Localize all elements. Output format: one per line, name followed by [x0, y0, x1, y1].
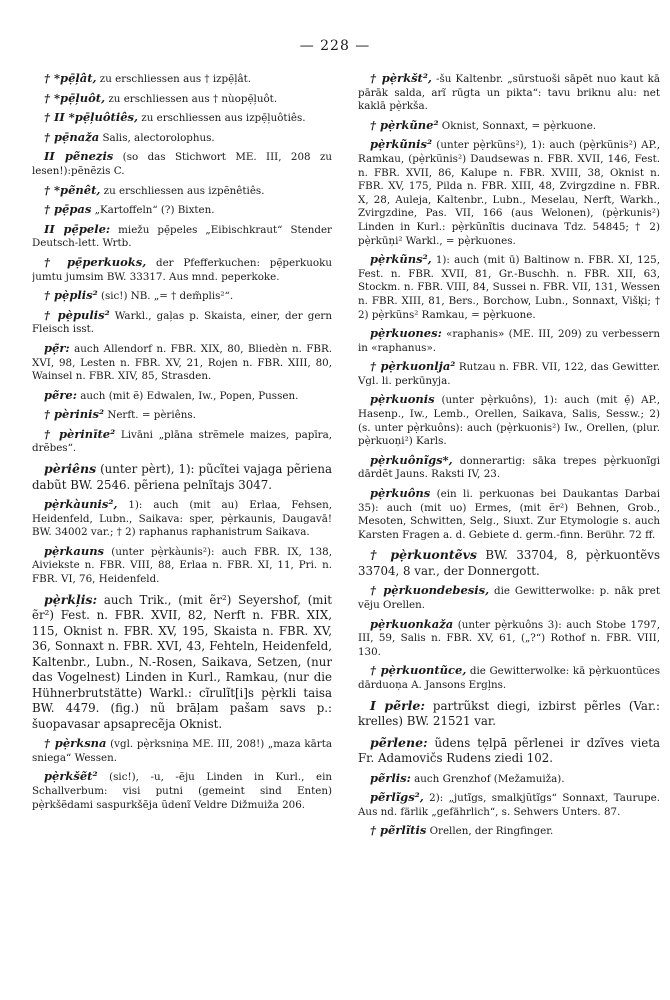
entry-headword: pẹ̀rkšẽt² [44, 769, 98, 784]
dictionary-entry [32, 150, 332, 178]
right-column [358, 72, 660, 982]
dictionary-entry [32, 592, 332, 733]
dictionary-entry [32, 131, 332, 146]
entry-headword: pẹ̃r: [44, 340, 70, 355]
entry-text: (unter pẹ̀rkuôns 3): auch Stobe 1797, III, 59, Salis n. FBR. XV, 61, („?“) Rothof n. FBR. VIII, 130. [358, 618, 660, 658]
entry-headword: † *pẽnêt, [44, 182, 101, 197]
entry-headword: pẹ̀rkuones: [370, 326, 442, 341]
entry-text: (sic!) NB. „= † dem̃plis²“. [97, 290, 234, 303]
entry-text: der Pfefferkuchen: pẹ̄perkuoku jumtu jumsim BW. 33317. Aus mnd. peperkoke. [32, 256, 332, 283]
entry-headword: † pẹ̄perkuoks, [44, 254, 147, 269]
entry-headword: II pẽnezis [44, 149, 114, 164]
entry-text: (sic!), -u, -ẽju Linden in Kurl., ein Schallverbum: visi putni (gemeint sind Enten) pẹ̀rkšẽdami saspurkšẽja ũdenĩ Veldre Dižmuiža 206. [32, 771, 332, 811]
entry-text: Nerft. = pèriêns. [104, 409, 196, 422]
dictionary-entry [358, 119, 660, 134]
entry-text: Rutzau n. FBR. VII, 122, das Gewitter. Vgl. li. perkūnyja. [358, 361, 660, 387]
dictionary-entry [358, 791, 660, 819]
dictionary-entry [358, 698, 660, 730]
entry-headword: pẹ̀rkauns [44, 543, 105, 558]
entry-headword: † II *pẹ̄l̦uôtiês, [44, 110, 139, 125]
left-column [32, 72, 332, 982]
entry-headword: † pèrinis² [44, 407, 105, 422]
entry-text: 2): „jutĩgs, smalkjũtĩgs“ Sonnaxt, Taurupe. Aus nd. färlik „gefährlich“, s. Sehwers Unters. 87. [358, 792, 660, 818]
entry-headword: pẹ̀rkũns², [370, 252, 432, 267]
entry-text: (unter pẹ̀rkuôns), 1): auch (mit ẹ̄) AP., Hasenp., Iw., Lemb., Orellen, Saikava, Salis, Sessw.; 2) (s. unter pẹ̀rkuôns): auch (pẹ̀rkuonis²) Iw., Orellen, (plur. pẹ̀rkuoņi²) Karls. [358, 394, 660, 448]
entry-headword: † pẹ̀rkšt², [370, 72, 432, 85]
dictionary-entry [32, 309, 332, 337]
dictionary-entry [32, 184, 332, 199]
entry-text: die Gewitterwolke: kā pẹ̀rkuontũces dārduoņa A. Jansons Ergl̦ns. [358, 665, 660, 691]
entry-text: Oknist, Sonnaxt, = pẹ̀rkuone. [438, 119, 597, 132]
entry-text: Livāni „plāna strẽmele maizes, papīra, drẽbes“. [32, 428, 332, 455]
entry-headword: pẹ̀rkuônĩgs*, [370, 452, 453, 467]
entry-text: (unter pẹ̀rkàunis²): auch FBR. IX, 138, Aiviekste n. FBR. VIII, 88, Erlaa n. FBR. XI, 11, Pri. n. FBR. VI, 76, Heidenfeld. [32, 545, 332, 586]
entry-headword: pẽrlene: [370, 734, 428, 750]
dictionary-entry [358, 72, 660, 114]
dictionary-entry [358, 735, 660, 767]
dictionary-entry [32, 342, 332, 384]
entry-headword: pẹ̀rkuonkaža [370, 616, 454, 631]
entry-headword: pẽrlĩgs², [370, 790, 424, 805]
entry-headword: pẹ̀rkl̦is: [44, 591, 98, 607]
entry-text: (unter pèrt), 1): pũcĩtei vajaga pẽriena dabũt BW. 2546. pẽriena pelnĩtajs 3047. [32, 462, 332, 492]
dictionary-entry [358, 772, 660, 787]
dictionary-entry [32, 498, 332, 540]
entry-text: (so das Stichwort ME. III, 208 zu lesen!):pẽnẽzis C. [32, 151, 332, 177]
entry-headword: † *pẹ̄l̦uôt, [44, 90, 106, 105]
entry-text: Salis, alectorolophus. [99, 131, 215, 144]
dictionary-entry [358, 547, 660, 579]
entry-headword: † pẹ̀rkuontũce, [370, 663, 467, 678]
entry-headword: pẽrlis: [370, 770, 411, 785]
dictionary-entry [358, 393, 660, 448]
dictionary-entry [32, 72, 332, 87]
page-number: — 228 — [299, 38, 371, 54]
entry-headword: † pẹ̀rksna [44, 736, 107, 751]
entry-headword: † pẹ̀rkuondebesis, [370, 583, 490, 598]
dictionary-entry [32, 256, 332, 284]
dictionary-entry [32, 545, 332, 587]
entry-headword: † pẹ̄pas [44, 202, 92, 217]
dictionary-entry [358, 487, 660, 542]
entry-headword: † pẹ̄naža [44, 129, 100, 144]
entry-headword: pẹ̀rkuonis [370, 392, 435, 407]
dictionary-entry [32, 203, 332, 218]
entry-text: „Kartoffeln“ (?) Bixten. [91, 204, 215, 217]
entry-headword: † *pẹ̄l̦ât, [44, 72, 97, 85]
entry-text: -šu Kaltenbr. „sūrstuoši sāpẽt nuo kaut kā pārāk salda, arĩ rūgta un pikta“: tavu briknu alu: net kaklā pẹ̀rkša. [358, 73, 660, 113]
entry-text: Orellen, der Ringfinger. [426, 825, 554, 838]
entry-text: 1): auch (mit au) Erlaa, Fehsen, Heidenfeld, Lubn., Saikava: sper, pẹ̀rkaunis, Daugavā! BW. 34002 var.; † 2) raphanus raphanistrum Saikava. [32, 499, 332, 539]
dictionary-entry [358, 664, 660, 692]
dictionary-entry [32, 111, 332, 126]
dictionary-entry [32, 737, 332, 765]
dictionary-entry [358, 454, 660, 482]
entry-text: ũdens tẹlpā pẽrlenei ir dzĩves vieta Fr. Adamovičs Rudens ziedi 102. [358, 735, 660, 766]
dictionary-entry [358, 584, 660, 612]
entry-headword: pẹ̀rkuôns [370, 486, 431, 501]
entry-text: zu erschliessen aus † izpẹ̄l̦ât. [96, 73, 252, 85]
entry-text: «raphanis» (ME. III, 209) zu verbessern in «raphanus». [358, 328, 660, 354]
dictionary-entry [32, 223, 332, 251]
entry-headword: pẽre: [44, 387, 77, 402]
entry-headword: II pẹ̄pele: [44, 221, 111, 236]
dictionary-entry [32, 92, 332, 107]
entry-text: zu erschliessen aus izpẽnêtiês. [100, 184, 265, 197]
entry-headword: † pèrinīte² [44, 426, 116, 441]
entry-headword: † pẹ̀rkuonlja² [370, 359, 456, 374]
entry-text: zu erschliessen aus † nùopẹ̄l̦uôt. [105, 92, 278, 105]
entry-text: auch Grenzhof (Mežamuiža). [410, 772, 565, 785]
entry-text: (ein li. perkuonas bei Daukantas Darbai 35): auch (mit uo) Ermes, (mit ẽr²) Behnen, Grob., Mesoten, Schwitten, Selg., Siuxt. Zur Etymologie s. auch Karsten Fragen a. d. Gebiete d. germ.-finn. Berühr. 72 ff. [358, 488, 660, 541]
entry-text: auch Trik., (mit ẽr²) Seyershof, (mit ẽr²) Fest. n. FBR. XVII, 82, Nerft n. FBR. XIX, 115, Oknist n. FBR. XV, 195, Skaista n. FBR. XV, 36, Sonnaxt n. FBR. XVI, 43, Fehteln, Heidenfeld, Kaltenbr., Lubn., N.-Rosen, Saikava, Setzen, (nur das Vogelnest) Linden in Kurl., Ramkau, (nur die Hühnerbrutstätte) Warkl.: cĩrulĩt[i]s pẹ̀rkli taisa BW. 4479. (fig.) nũ brāl̦am pašam savs p.: šuopavasar apsaprecẽja Oknist. [32, 592, 332, 731]
entry-text: auch (mit ẽ) Edwalen, Iw., Popen, Pussen. [76, 389, 299, 402]
dictionary-entry [358, 360, 660, 388]
entry-text: BW. 33704, 8, pẹ̀rkuontẽvs 33704, 8 var., der Donnergott. [358, 548, 660, 578]
entry-headword: † pẹ̀rkuontẽvs [370, 547, 477, 563]
dictionary-entry [32, 389, 332, 404]
dictionary-entry [358, 618, 660, 660]
entry-headword: † pẹ̀rkũne² [370, 117, 439, 132]
entry-text: die Gewitterwolke: p. nāk pret vẽju Orellen. [358, 585, 660, 611]
dictionary-entry [32, 461, 332, 493]
entry-headword: † pẽrlĩtis [370, 823, 427, 838]
dictionary-entry [358, 824, 660, 839]
entry-text: Warkl., gal̦as p. Skaista, einer, der gern Fleisch isst. [32, 309, 332, 336]
entry-headword: I pẽrle: [370, 697, 425, 713]
entry-headword: pẹ̀rkũnis² [370, 137, 432, 152]
entry-text: zu erschliessen aus izpẹ̄l̦uôtiês. [138, 112, 306, 125]
dictionary-entry [32, 408, 332, 423]
entry-text: 1): auch (mit ū) Baltinow n. FBR. XI, 125, Fest. n. FBR. XVII, 81, Gr.-Buschh. n. FBR. XII, 63, Stockm. n. FBR. VIII, 84, Sussei n. FBR. VII, 131, Wessen n. FBR. XIII, 81, Bers., Borchow, Lubn., Sonnaxt, Višķi; † 2) pẹ̀rkũns² Ramkau, = pẹ̀rkuone. [358, 254, 660, 321]
entry-text: miežu pẹ̄peles „Eibischkraut“ Stender Deutsch-lett. Wrtb. [32, 223, 332, 250]
dictionary-entry [32, 289, 332, 304]
entry-headword: pèriêns [44, 461, 97, 477]
dictionary-entry [32, 428, 332, 456]
entry-text: (unter pẹ̀rkũns²), 1): auch (pẹ̀rkũnis²) AP., Ramkau, (pẹ̀rkũnis²) Daudsewas n. FBR. XVII, 146, Fest. n. FBR. XVII, 86, Kalupe n. FBR. XVIII, 38, Oknist n. FBR. XV, 175, Pilda n. FBR. XIII, 48, Zvirgzdine n. FBR. X, 28, Auleja, Kaltenbr., Lubn., Meselau, Nerft, Warkh., Zvirgzdine, Pas. VII, 166 (aus Welonen), (pẹ̀rkunis²) Linden in Kurl.: pẹ̀rkũnĩtis ducinava Tdz. 54845; † 2) pẹ̀rkūņi² Warkl., = pẹ̀rkuones. [358, 139, 660, 247]
entry-headword: † pẹ̀plis² [44, 288, 98, 303]
dictionary-entry [32, 770, 332, 812]
entry-headword: † pẹ̀pulis² [44, 307, 110, 322]
entry-text: donnerartig: sāka trepes pẹ̀rkuonĩgi dārdẽt Jauns. Raksti IV, 23. [358, 454, 660, 481]
dictionary-entry [358, 253, 660, 322]
dictionary-entry [358, 138, 660, 248]
entry-headword: pẹ̀rkàunis², [44, 497, 118, 512]
entry-text: (vgl. pẹ̀rksniņa ME. III, 208!) „maza kārta sniega“ Wessen. [32, 738, 332, 764]
entry-text: partrũkst diegi, izbirst pẽrles (Var.: krelles) BW. 21521 var. [358, 698, 660, 729]
dictionary-entry [358, 327, 660, 355]
entry-text: auch Allendorf n. FBR. XIX, 80, Bliedèn n. FBR. XVI, 98, Lesten n. FBR. XV, 21, Rojen n. FBR. XIII, 80, Wainsel n. FBR. XIV, 85, Strasden. [32, 342, 332, 383]
